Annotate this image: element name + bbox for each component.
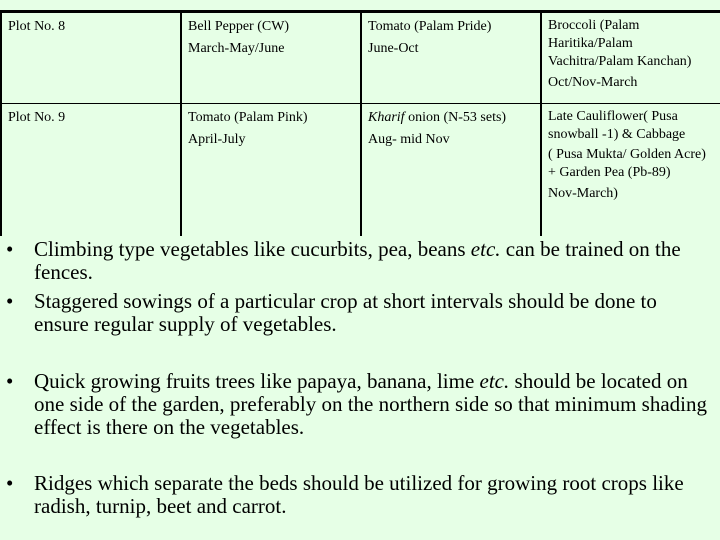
crop-season: April-July [188, 132, 246, 147]
plot-label: Plot No. 8 [8, 19, 66, 34]
table-row [1, 104, 720, 237]
crop-name-rest: onion (N-53 sets) [404, 110, 507, 125]
crop-season: Aug- mid Nov [368, 132, 450, 147]
guideline-text: can be trained on the fences. [34, 237, 681, 284]
guideline-text: Quick growing fruits trees like papaya, banana, lime [34, 369, 480, 393]
guideline-text: Staggered sowings of a particular crop at short intervals should be done to ensure regular supply of vegetables. [34, 289, 657, 336]
crop-cell [181, 104, 361, 237]
table-row [1, 13, 720, 104]
bullet-icon: • [6, 471, 14, 495]
plot-cell [1, 13, 181, 104]
list-item [0, 238, 720, 284]
crop-cell [541, 13, 720, 104]
crop-name: Broccoli (Palam Haritika/Palam Vachitra/Palam Kanchan) [548, 18, 692, 69]
crop-cell [361, 13, 541, 104]
guideline-italic: etc. [479, 369, 510, 393]
guideline-italic: etc. [470, 237, 501, 261]
crop-season: June-Oct [368, 41, 419, 56]
list-item [0, 472, 720, 518]
crop-name [368, 108, 534, 128]
guideline-text: should be located on one side of the garden, preferably on the northern side so that minimum shading effect is there on the vegetables. [34, 369, 707, 439]
list-item [0, 290, 720, 336]
crop-plan-table [0, 13, 720, 236]
crop-season: Nov-March) [548, 186, 618, 201]
guideline-text: Climbing type vegetables like cucurbits, pea, beans [34, 237, 471, 261]
crop-name: Bell Pepper (CW) [188, 19, 290, 34]
guideline-text: Ridges which separate the beds should be utilized for growing root crops like radish, turnip, beet and carrot. [34, 471, 684, 518]
crop-name: Late Cauliflower( Pusa snowball -1) & Cabbage [548, 109, 686, 142]
plot-label: Plot No. 9 [8, 110, 66, 125]
crop-name: Tomato (Palam Pride) [368, 19, 492, 34]
bullet-icon: • [6, 237, 14, 261]
crop-cell [541, 104, 720, 237]
bullet-icon: • [6, 289, 14, 313]
crop-name: Tomato (Palam Pink) [188, 110, 308, 125]
crop-cell [181, 13, 361, 104]
list-item [0, 370, 720, 439]
crop-season: Oct/Nov-March [548, 75, 638, 90]
crop-cell [361, 104, 541, 237]
guidelines-list [0, 232, 720, 518]
kharif-term: Kharif [368, 110, 405, 125]
bullet-icon: • [6, 369, 14, 393]
crop-season: March-May/June [188, 41, 285, 56]
plot-cell [1, 104, 181, 237]
crop-plan-table-container [0, 10, 720, 234]
crop-name-continued: ( Pusa Mukta/ Golden Acre) + Garden Pea (Pb-89) [548, 147, 706, 180]
